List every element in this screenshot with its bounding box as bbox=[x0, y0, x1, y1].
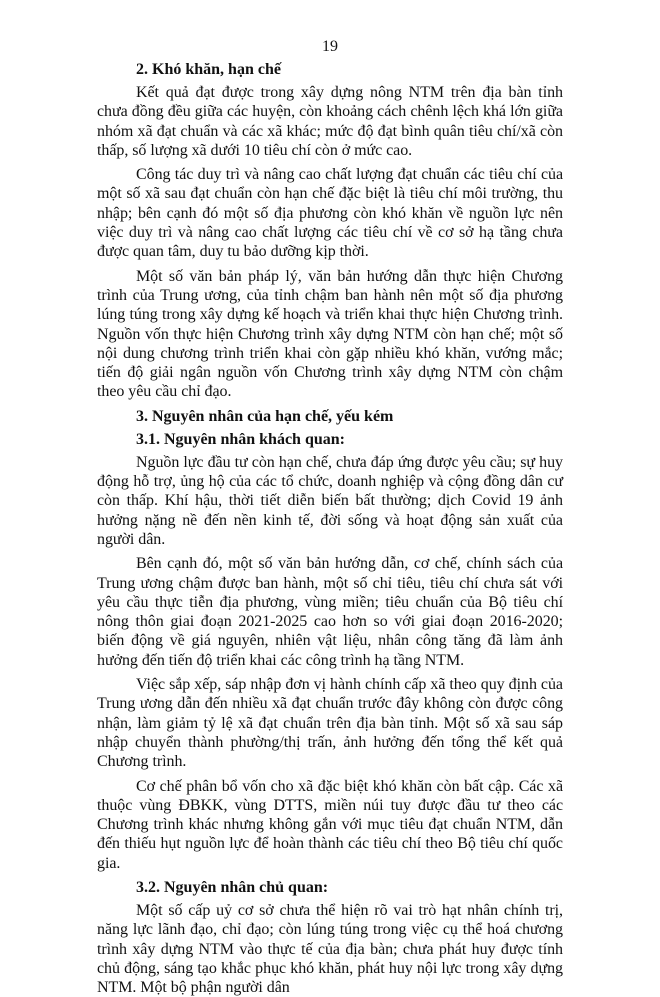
paragraph: Một số văn bản pháp lý, văn bản hướng dẫn thực hiện Chương trình của Trung ương, của tỉnh chậm ban hành nên một số địa phương lúng túng trong xây dựng kế hoạch và triển khai thực hiện Chương trình. Nguồn vốn thực hiện Chương trình xây dựng NTM còn hạn chế; một số nội dung chương trình triển khai còn gặp nhiều khó khăn, vướng mắc; tiến độ giải ngân nguồn vốn Chương trình xây dựng NTM còn chậm theo yêu cầu chỉ đạo. bbox=[97, 267, 563, 401]
paragraph: Việc sắp xếp, sáp nhập đơn vị hành chính cấp xã theo quy định của Trung ương dẫn đến nhiều xã đạt chuẩn trước đây không còn được công nhận, làm giảm tỷ lệ xã đạt chuẩn trên địa bàn tỉnh. Một số xã sau sáp nhập chuyển thành phường/thị trấn, ảnh hưởng đến tổng thể kết quả Chương trình. bbox=[97, 676, 563, 771]
subsection-heading-objective-causes: 3.1. Nguyên nhân khách quan: bbox=[136, 430, 345, 448]
page-number: 19 bbox=[322, 38, 338, 55]
section-heading-difficulties: 2. Khó khăn, hạn chế bbox=[136, 61, 281, 78]
paragraph: Bên cạnh đó, một số văn bản hướng dẫn, cơ chế, chính sách của Trung ương chậm được ban hành, một số chỉ tiêu, tiêu chí chưa sát với yêu cầu thực tiễn địa phương, vùng miền; tiêu chuẩn của Bộ tiêu chí nông thôn giai đoạn 2021-2025 cao hơn so với giai đoạn 2016-2020; biến động về giá nguyên, nhiên vật liệu, nhân công tăng đã làm ảnh hưởng đến tiến độ triển khai các công trình hạ tầng NTM. bbox=[97, 555, 563, 669]
paragraph: Nguồn lực đầu tư còn hạn chế, chưa đáp ứng được yêu cầu; sự huy động hỗ trợ, ủng hộ của các tổ chức, doanh nghiệp và cộng đồng dân cư còn thấp. Khí hậu, thời tiết diễn biến bất thường; dịch Covid 19 ảnh hưởng nặng nề đến nền kinh tế, đời sống và hoạt động sản xuất của người dân. bbox=[97, 453, 563, 548]
document-body bbox=[97, 60, 563, 997]
subsection-heading-subjective-causes: 3.2. Nguyên nhân chủ quan: bbox=[136, 878, 329, 896]
paragraph: Cơ chế phân bổ vốn cho xã đặc biệt khó khăn còn bất cập. Các xã thuộc vùng ĐBKK, vùng DTTS, miền núi tuy được đầu tư theo các Chương trình khác nhưng không gắn với mục tiêu đạt chuẩn NTM, dẫn đến thiếu hụt nguồn lực để hoàn thành các tiêu chí theo Bộ tiêu chí quốc gia. bbox=[97, 777, 563, 872]
paragraph: Một số cấp uỷ cơ sở chưa thể hiện rõ vai trò hạt nhân chính trị, năng lực lãnh đạo, chỉ đạo; còn lúng túng trong việc cụ thể hoá chương trình xây dựng NTM vào thực tế của địa bàn; chưa phát huy được tính chủ động, sáng tạo khắc phục khó khăn, phát huy nội lực trong xây dựng NTM. Một bộ phận người dân bbox=[97, 901, 563, 997]
paragraph: Công tác duy trì và nâng cao chất lượng đạt chuẩn các tiêu chí của một số xã sau đạt chuẩn còn hạn chế đặc biệt là tiêu chí môi trường, thu nhập; bên cạnh đó một số địa phương còn khó khăn về nguồn lực nên việc duy trì và nâng cao chất lượng các tiêu chí về cơ sở hạ tầng chưa được quan tâm, duy tu bảo dưỡng kịp thời. bbox=[97, 166, 563, 261]
section-heading-causes: 3. Nguyên nhân của hạn chế, yếu kém bbox=[136, 407, 394, 425]
paragraph: Kết quả đạt được trong xây dựng nông NTM trên địa bàn tỉnh chưa đồng đều giữa các huyện, còn khoảng cách chênh lệch khá lớn giữa nhóm xã đạt chuẩn và các xã khác; mức độ đạt bình quân tiêu chí/xã còn thấp, số lượng xã dưới 10 tiêu chí còn ở mức cao. bbox=[97, 84, 563, 159]
